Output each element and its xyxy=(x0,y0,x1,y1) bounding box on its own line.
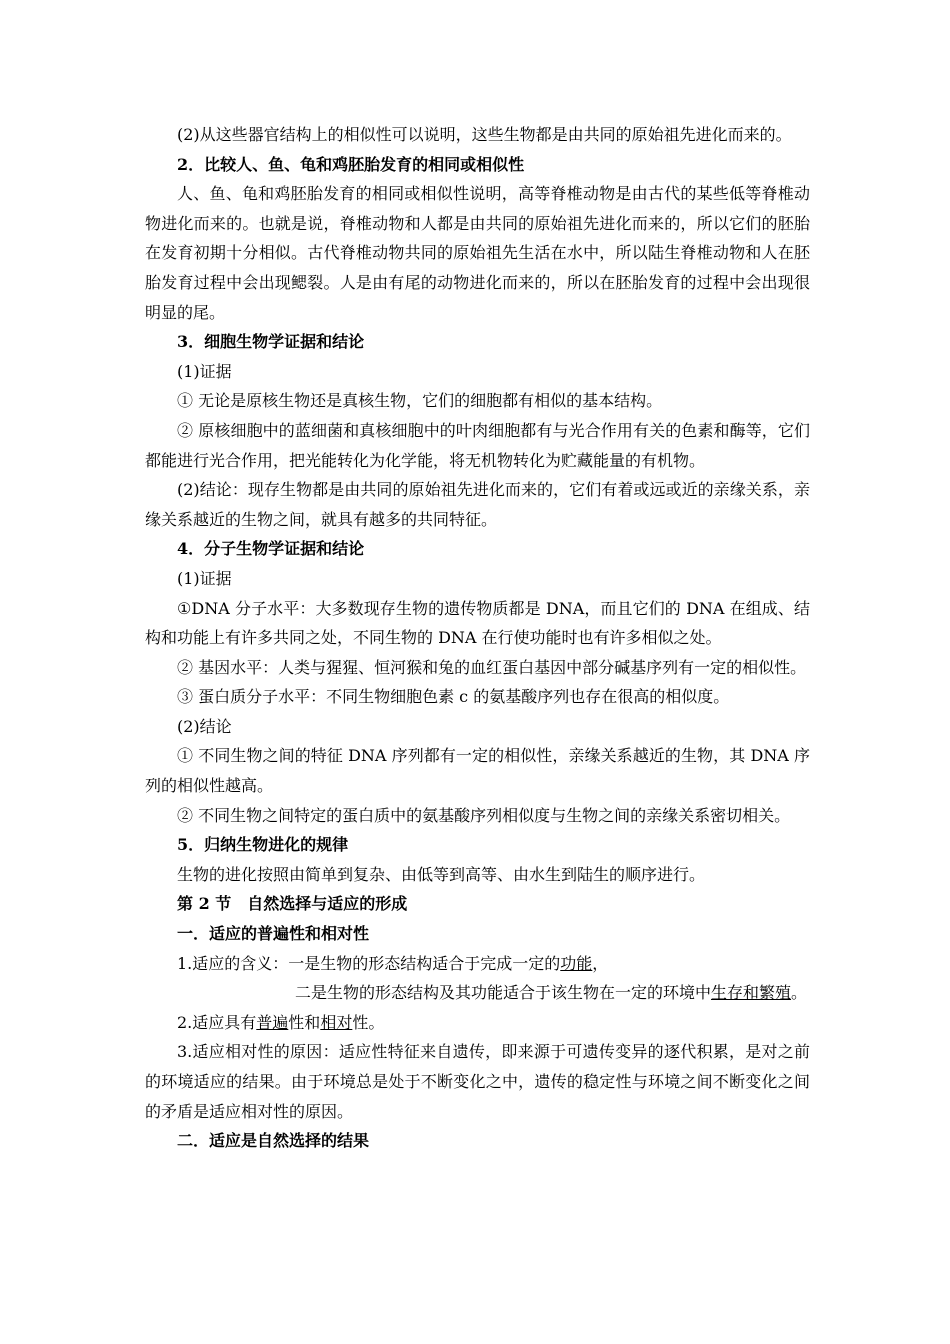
underlined-blank: 相对 xyxy=(320,1012,353,1032)
underlined-blank: 功能 xyxy=(560,953,593,973)
underlined-blank: 普遍 xyxy=(256,1012,289,1032)
paragraph: ② 不同生物之间特定的蛋白质中的氨基酸序列相似度与生物之间的亲缘关系密切相关。 xyxy=(177,805,791,825)
text-span: 1.适应的含义：一是生物的形态结构适合于完成一定的 xyxy=(177,953,561,973)
underlined-blank: 生存和繁殖 xyxy=(711,983,792,1003)
paragraph: 人、鱼、龟和鸡胚胎发育的相同或相似性说明，高等脊椎动物是由古代的某些低等脊椎动物进化而来的。也就是说，脊椎动物和人都是由共同的原始祖先进化而来的，所以它们的胚胎在发育初期十分相似。古代脊椎动物共同的原始祖先生活在水中，所以陆生脊椎动物和人在胚胎发育过程中会出现鳃裂。人是由有尾的动物进化而来的，所以在胚胎发育的过程中会出现很明显的尾。 xyxy=(145,184,810,322)
text-span: 。 xyxy=(791,983,808,1003)
subheading: (1)证据 xyxy=(177,568,232,588)
adaptation-definition-line-2 xyxy=(145,978,810,1008)
paragraph: ② 原核细胞中的蓝细菌和真核细胞中的叶肉细胞都有与光合作用有关的色素和酶等，它们都能进行光合作用，把光能转化为化学能，将无机物转化为贮藏能量的有机物。 xyxy=(145,420,810,470)
section-heading: 5．归纳生物进化的规律 xyxy=(177,835,349,855)
chapter-heading: 第 2 节 自然选择与适应的形成 xyxy=(177,894,408,914)
section-heading: 3．细胞生物学证据和结论 xyxy=(177,332,365,352)
text-span: ， xyxy=(592,953,609,973)
paragraph: (2)从这些器官结构上的相似性可以说明，这些生物都是由共同的原始祖先进化而来的。 xyxy=(177,125,792,144)
document-body xyxy=(145,120,810,1156)
paragraph: ③ 蛋白质分子水平：不同生物细胞色素 c 的氨基酸序列也存在很高的相似度。 xyxy=(177,687,730,707)
paragraph: 3.适应相对性的原因：适应性特征来自遗传，即来源于可遗传变异的逐代积累，是对之前的环境适应的结果。由于环境总是处于不断变化之中，遗传的稳定性与环境之间不断变化之间的矛盾是适应相对性的原因。 xyxy=(145,1042,810,1121)
paragraph: 生物的进化按照由简单到复杂、由低等到高等、由水生到陆生的顺序进行。 xyxy=(177,864,706,884)
adaptation-properties xyxy=(145,1008,810,1038)
paragraph: ① 无论是原核生物还是真核生物，它们的细胞都有相似的基本结构。 xyxy=(177,391,663,411)
paragraph: ①DNA 分子水平：大多数现存生物的遗传物质都是 DNA，而且它们的 DNA 在组成、结构和功能上有许多共同之处，不同生物的 DNA 在行使功能时也有许多相似之处。 xyxy=(145,598,810,648)
text-span: 性和 xyxy=(288,1012,321,1032)
section-heading: 2．比较人、鱼、龟和鸡胚胎发育的相同或相似性 xyxy=(177,154,525,174)
text-span: 2.适应具有 xyxy=(177,1012,257,1032)
section-heading: 二．适应是自然选择的结果 xyxy=(177,1131,370,1151)
paragraph: ① 不同生物之间的特征 DNA 序列都有一定的相似性，亲缘关系越近的生物，其 DNA 序列的相似性越高。 xyxy=(145,746,810,796)
text-span: 性。 xyxy=(352,1012,385,1032)
adaptation-definition-line-1 xyxy=(145,949,810,979)
section-heading: 一．适应的普遍性和相对性 xyxy=(177,924,370,944)
text-span: 二是生物的形态结构及其功能适合于该生物在一定的环境中 xyxy=(295,983,712,1003)
subheading: (2)结论 xyxy=(177,716,232,736)
subheading: (1)证据 xyxy=(177,361,232,381)
paragraph: (2)结论：现存生物都是由共同的原始祖先进化而来的，它们有着或远或近的亲缘关系，亲缘关系越近的生物之间，就具有越多的共同特征。 xyxy=(145,480,810,529)
section-heading: 4．分子生物学证据和结论 xyxy=(177,539,365,559)
paragraph: ② 基因水平：人类与猩猩、恒河猴和兔的血红蛋白基因中部分碱基序列有一定的相似性。 xyxy=(177,657,807,677)
